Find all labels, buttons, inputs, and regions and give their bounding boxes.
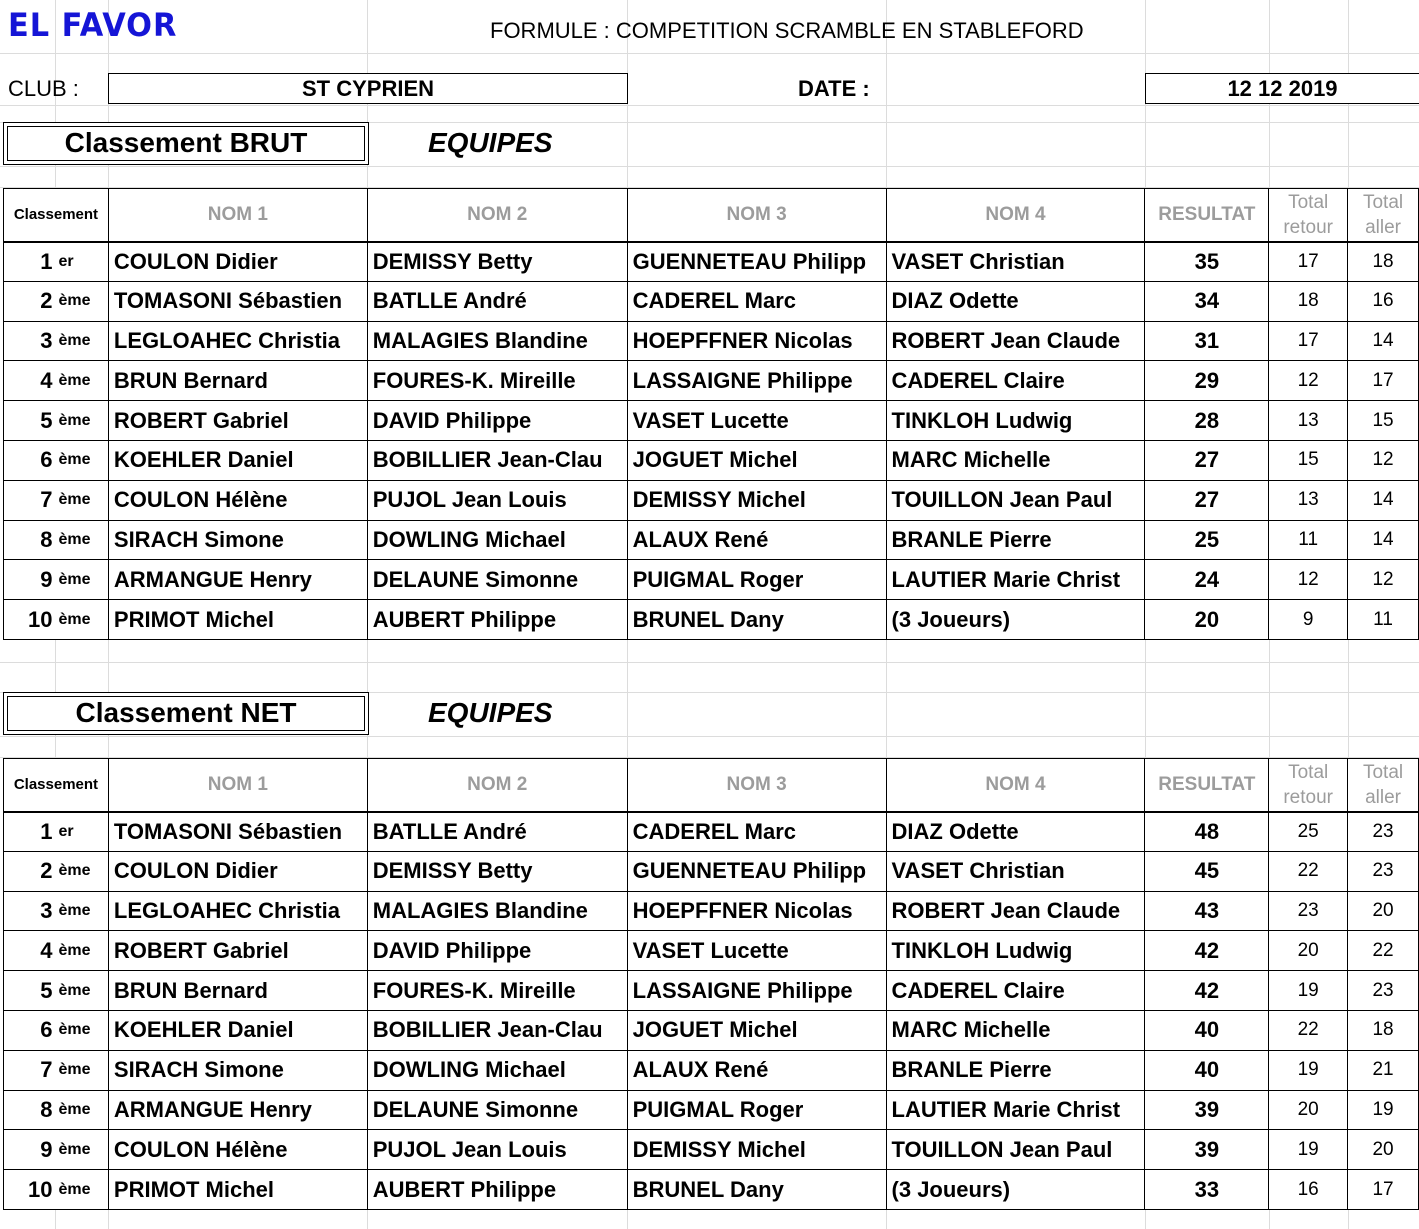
total-retour-cell: 25: [1269, 812, 1348, 852]
rank-suffix-cell: ème: [55, 1050, 108, 1090]
nom4-cell: LAUTIER Marie Christ: [886, 1090, 1145, 1130]
total-aller-cell: 20: [1348, 1130, 1419, 1170]
resultat-cell: 42: [1145, 931, 1269, 971]
rank-suffix-cell: ème: [55, 1130, 108, 1170]
nom1-cell: TOMASONI Sébastien: [108, 281, 367, 321]
nom2-cell: AUBERT Philippe: [367, 1170, 627, 1210]
rank-suffix-cell: ème: [55, 321, 108, 361]
table-row: [4, 401, 1419, 441]
header-nom2: NOM 2: [367, 189, 627, 242]
nom2-cell: FOURES-K. Mireille: [367, 361, 627, 401]
nom4-cell: DIAZ Odette: [886, 812, 1145, 852]
nom2-cell: DAVID Philippe: [367, 401, 627, 441]
rank-cell: 9: [4, 560, 56, 600]
nom2-cell: DAVID Philippe: [367, 931, 627, 971]
rank-suffix-cell: ème: [55, 281, 108, 321]
nom4-cell: MARC Michelle: [886, 1010, 1145, 1050]
nom2-cell: DEMISSY Betty: [367, 851, 627, 891]
table-row: [4, 1090, 1419, 1130]
nom1-cell: PRIMOT Michel: [108, 600, 367, 640]
total-aller-cell: 18: [1348, 1010, 1419, 1050]
table-row: [4, 600, 1419, 640]
table-row: [4, 560, 1419, 600]
header-total-aller-line2: aller: [1365, 216, 1401, 238]
rank-suffix-cell: ème: [55, 440, 108, 480]
rank-suffix-cell: ème: [55, 1170, 108, 1210]
brand-title: EL FAVOR: [8, 6, 178, 44]
total-retour-cell: 17: [1269, 242, 1348, 282]
resultat-cell: 27: [1145, 440, 1269, 480]
rank-cell: 10: [4, 600, 56, 640]
total-aller-cell: 21: [1348, 1050, 1419, 1090]
nom3-cell: VASET Lucette: [627, 931, 886, 971]
table-row: [4, 931, 1419, 971]
nom2-cell: BATLLE André: [367, 281, 627, 321]
nom4-cell: TOUILLON Jean Paul: [886, 1130, 1145, 1170]
nom3-cell: GUENNETEAU Philipp: [627, 242, 886, 282]
rank-cell: 4: [4, 361, 56, 401]
table-row: [4, 520, 1419, 560]
nom3-cell: PUIGMAL Roger: [627, 1090, 886, 1130]
nom2-cell: MALAGIES Blandine: [367, 321, 627, 361]
nom4-cell: BRANLE Pierre: [886, 1050, 1145, 1090]
nom4-cell: TINKLOH Ludwig: [886, 931, 1145, 971]
rank-cell: 10: [4, 1170, 56, 1210]
nom2-cell: DELAUNE Simonne: [367, 560, 627, 600]
nom1-cell: COULON Hélène: [108, 1130, 367, 1170]
date-value: 12 12 2019: [1145, 73, 1419, 104]
total-retour-cell: 12: [1269, 361, 1348, 401]
rank-suffix-cell: er: [55, 242, 108, 282]
nom4-cell: ROBERT Jean Claude: [886, 321, 1145, 361]
nom3-cell: BRUNEL Dany: [627, 1170, 886, 1210]
nom3-cell: JOGUET Michel: [627, 1010, 886, 1050]
resultat-cell: 40: [1145, 1010, 1269, 1050]
header-total-retour-line2: retour: [1283, 786, 1333, 808]
nom3-cell: HOEPFFNER Nicolas: [627, 321, 886, 361]
rank-suffix-cell: er: [55, 812, 108, 852]
table-row: [4, 1170, 1419, 1210]
nom4-cell: DIAZ Odette: [886, 281, 1145, 321]
resultat-cell: 43: [1145, 891, 1269, 931]
nom1-cell: ROBERT Gabriel: [108, 401, 367, 441]
rank-cell: 5: [4, 971, 56, 1011]
nom4-cell: (3 Joueurs): [886, 600, 1145, 640]
nom3-cell: ALAUX René: [627, 520, 886, 560]
header-nom3: NOM 3: [627, 759, 886, 812]
resultat-cell: 40: [1145, 1050, 1269, 1090]
nom1-cell: COULON Didier: [108, 242, 367, 282]
nom1-cell: ARMANGUE Henry: [108, 560, 367, 600]
total-aller-cell: 12: [1348, 440, 1419, 480]
formule-line: FORMULE : COMPETITION SCRAMBLE EN STABLEFORD: [490, 18, 1084, 43]
table-row: [4, 851, 1419, 891]
table-row: [4, 361, 1419, 401]
header-nom1: NOM 1: [108, 189, 367, 242]
table-row: [4, 1130, 1419, 1170]
table-row: [4, 440, 1419, 480]
total-retour-cell: 19: [1269, 971, 1348, 1011]
club-label: CLUB :: [8, 76, 79, 101]
nom1-cell: BRUN Bernard: [108, 361, 367, 401]
nom3-cell: LASSAIGNE Philippe: [627, 971, 886, 1011]
header-total-retour: [1269, 759, 1348, 812]
rank-cell: 2: [4, 851, 56, 891]
gridline: [0, 166, 1419, 167]
total-retour-cell: 22: [1269, 1010, 1348, 1050]
total-retour-cell: 19: [1269, 1050, 1348, 1090]
nom3-cell: PUIGMAL Roger: [627, 560, 886, 600]
net-section-title: Classement NET: [3, 692, 369, 735]
rank-suffix-cell: ème: [55, 971, 108, 1011]
total-retour-cell: 9: [1269, 600, 1348, 640]
resultat-cell: 28: [1145, 401, 1269, 441]
total-aller-cell: 15: [1348, 401, 1419, 441]
rank-suffix-cell: ème: [55, 931, 108, 971]
nom4-cell: CADEREL Claire: [886, 971, 1145, 1011]
nom4-cell: LAUTIER Marie Christ: [886, 560, 1145, 600]
nom1-cell: KOEHLER Daniel: [108, 1010, 367, 1050]
nom2-cell: MALAGIES Blandine: [367, 891, 627, 931]
rank-cell: 3: [4, 321, 56, 361]
club-value: ST CYPRIEN: [108, 73, 628, 104]
total-retour-cell: 19: [1269, 1130, 1348, 1170]
resultat-cell: 48: [1145, 812, 1269, 852]
brut-results-table: [3, 188, 1419, 640]
table-row: [4, 971, 1419, 1011]
header-total-retour: [1269, 189, 1348, 242]
table-row: [4, 321, 1419, 361]
nom4-cell: TINKLOH Ludwig: [886, 401, 1145, 441]
nom2-cell: BATLLE André: [367, 812, 627, 852]
resultat-cell: 24: [1145, 560, 1269, 600]
total-retour-cell: 20: [1269, 931, 1348, 971]
table-row: [4, 1010, 1419, 1050]
nom2-cell: PUJOL Jean Louis: [367, 480, 627, 520]
nom2-cell: DOWLING Michael: [367, 1050, 627, 1090]
rank-suffix-cell: ème: [55, 401, 108, 441]
rank-cell: 6: [4, 1010, 56, 1050]
nom3-cell: VASET Lucette: [627, 401, 886, 441]
header-total-retour-line1: Total: [1288, 761, 1329, 783]
nom4-cell: MARC Michelle: [886, 440, 1145, 480]
nom4-cell: VASET Christian: [886, 851, 1145, 891]
nom1-cell: LEGLOAHEC Christia: [108, 891, 367, 931]
total-aller-cell: 23: [1348, 851, 1419, 891]
total-aller-cell: 20: [1348, 891, 1419, 931]
total-aller-cell: 14: [1348, 321, 1419, 361]
nom1-cell: BRUN Bernard: [108, 971, 367, 1011]
nom1-cell: ROBERT Gabriel: [108, 931, 367, 971]
total-aller-cell: 16: [1348, 281, 1419, 321]
resultat-cell: 20: [1145, 600, 1269, 640]
total-aller-cell: 17: [1348, 1170, 1419, 1210]
net-section-subtitle: EQUIPES: [428, 697, 553, 728]
header-nom2: NOM 2: [367, 759, 627, 812]
total-retour-cell: 12: [1269, 560, 1348, 600]
rank-cell: 3: [4, 891, 56, 931]
resultat-cell: 27: [1145, 480, 1269, 520]
header-total-aller: [1348, 189, 1419, 242]
total-aller-cell: 17: [1348, 361, 1419, 401]
nom4-cell: ROBERT Jean Claude: [886, 891, 1145, 931]
nom3-cell: CADEREL Marc: [627, 812, 886, 852]
nom3-cell: BRUNEL Dany: [627, 600, 886, 640]
rank-cell: 2: [4, 281, 56, 321]
rank-suffix-cell: ème: [55, 480, 108, 520]
gridline: [0, 736, 1419, 737]
total-retour-cell: 13: [1269, 401, 1348, 441]
header-nom3: NOM 3: [627, 189, 886, 242]
nom2-cell: DOWLING Michael: [367, 520, 627, 560]
header-total-aller: [1348, 759, 1419, 812]
nom2-cell: FOURES-K. Mireille: [367, 971, 627, 1011]
resultat-cell: 34: [1145, 281, 1269, 321]
rank-cell: 6: [4, 440, 56, 480]
rank-suffix-cell: ème: [55, 361, 108, 401]
resultat-cell: 45: [1145, 851, 1269, 891]
header-total-aller-line1: Total: [1362, 761, 1404, 783]
gridline: [0, 53, 1419, 54]
resultat-cell: 39: [1145, 1130, 1269, 1170]
nom3-cell: GUENNETEAU Philipp: [627, 851, 886, 891]
header-nom4: NOM 4: [886, 759, 1145, 812]
rank-cell: 5: [4, 401, 56, 441]
header-total-aller-line1: Total: [1362, 191, 1404, 213]
nom1-cell: SIRACH Simone: [108, 520, 367, 560]
total-aller-cell: 23: [1348, 812, 1419, 852]
resultat-cell: 25: [1145, 520, 1269, 560]
total-retour-cell: 17: [1269, 321, 1348, 361]
total-aller-cell: 22: [1348, 931, 1419, 971]
rank-cell: 8: [4, 520, 56, 560]
date-label: DATE :: [798, 76, 870, 101]
header-resultat: RESULTAT: [1145, 759, 1269, 812]
nom1-cell: COULON Hélène: [108, 480, 367, 520]
total-aller-cell: 12: [1348, 560, 1419, 600]
header-total-retour-line2: retour: [1283, 216, 1333, 238]
header-total-retour-line1: Total: [1288, 191, 1329, 213]
rank-suffix-cell: ème: [55, 1090, 108, 1130]
nom4-cell: (3 Joueurs): [886, 1170, 1145, 1210]
nom4-cell: TOUILLON Jean Paul: [886, 480, 1145, 520]
gridline: [0, 662, 1419, 663]
rank-cell: 9: [4, 1130, 56, 1170]
total-aller-cell: 11: [1348, 600, 1419, 640]
header-total-aller-line2: aller: [1365, 786, 1401, 808]
total-retour-cell: 20: [1269, 1090, 1348, 1130]
header-nom1: NOM 1: [108, 759, 367, 812]
rank-suffix-cell: ème: [55, 520, 108, 560]
resultat-cell: 42: [1145, 971, 1269, 1011]
gridline: [0, 105, 1419, 106]
nom3-cell: LASSAIGNE Philippe: [627, 361, 886, 401]
nom1-cell: KOEHLER Daniel: [108, 440, 367, 480]
rank-suffix-cell: ème: [55, 1010, 108, 1050]
rank-cell: 1: [4, 812, 56, 852]
brut-section-title: Classement BRUT: [3, 122, 369, 165]
total-aller-cell: 23: [1348, 971, 1419, 1011]
total-retour-cell: 16: [1269, 1170, 1348, 1210]
total-aller-cell: 14: [1348, 520, 1419, 560]
resultat-cell: 29: [1145, 361, 1269, 401]
nom1-cell: SIRACH Simone: [108, 1050, 367, 1090]
nom3-cell: CADEREL Marc: [627, 281, 886, 321]
nom2-cell: PUJOL Jean Louis: [367, 1130, 627, 1170]
nom2-cell: DELAUNE Simonne: [367, 1090, 627, 1130]
header-classement: Classement: [4, 189, 109, 242]
header-resultat: RESULTAT: [1145, 189, 1269, 242]
net-results-table: [3, 758, 1419, 1210]
total-aller-cell: 14: [1348, 480, 1419, 520]
nom2-cell: BOBILLIER Jean-Clau: [367, 440, 627, 480]
nom3-cell: JOGUET Michel: [627, 440, 886, 480]
nom1-cell: LEGLOAHEC Christia: [108, 321, 367, 361]
nom4-cell: BRANLE Pierre: [886, 520, 1145, 560]
rank-cell: 7: [4, 480, 56, 520]
table-row: [4, 480, 1419, 520]
total-retour-cell: 23: [1269, 891, 1348, 931]
nom2-cell: AUBERT Philippe: [367, 600, 627, 640]
total-aller-cell: 18: [1348, 242, 1419, 282]
rank-cell: 1: [4, 242, 56, 282]
rank-cell: 7: [4, 1050, 56, 1090]
table-row: [4, 281, 1419, 321]
table-row: [4, 891, 1419, 931]
table-row: [4, 242, 1419, 282]
nom4-cell: CADEREL Claire: [886, 361, 1145, 401]
resultat-cell: 35: [1145, 242, 1269, 282]
nom1-cell: ARMANGUE Henry: [108, 1090, 367, 1130]
rank-suffix-cell: ème: [55, 891, 108, 931]
nom3-cell: DEMISSY Michel: [627, 1130, 886, 1170]
nom3-cell: HOEPFFNER Nicolas: [627, 891, 886, 931]
table-row: [4, 812, 1419, 852]
total-retour-cell: 11: [1269, 520, 1348, 560]
rank-suffix-cell: ème: [55, 600, 108, 640]
rank-cell: 8: [4, 1090, 56, 1130]
total-retour-cell: 13: [1269, 480, 1348, 520]
nom3-cell: ALAUX René: [627, 1050, 886, 1090]
nom1-cell: PRIMOT Michel: [108, 1170, 367, 1210]
nom3-cell: DEMISSY Michel: [627, 480, 886, 520]
rank-suffix-cell: ème: [55, 851, 108, 891]
table-row: [4, 1050, 1419, 1090]
header-nom4: NOM 4: [886, 189, 1145, 242]
total-aller-cell: 19: [1348, 1090, 1419, 1130]
brut-section-subtitle: EQUIPES: [428, 127, 553, 158]
total-retour-cell: 22: [1269, 851, 1348, 891]
nom2-cell: BOBILLIER Jean-Clau: [367, 1010, 627, 1050]
total-retour-cell: 18: [1269, 281, 1348, 321]
resultat-cell: 39: [1145, 1090, 1269, 1130]
resultat-cell: 31: [1145, 321, 1269, 361]
nom1-cell: TOMASONI Sébastien: [108, 812, 367, 852]
nom4-cell: VASET Christian: [886, 242, 1145, 282]
nom1-cell: COULON Didier: [108, 851, 367, 891]
nom2-cell: DEMISSY Betty: [367, 242, 627, 282]
header-classement: Classement: [4, 759, 109, 812]
resultat-cell: 33: [1145, 1170, 1269, 1210]
total-retour-cell: 15: [1269, 440, 1348, 480]
rank-cell: 4: [4, 931, 56, 971]
rank-suffix-cell: ème: [55, 560, 108, 600]
